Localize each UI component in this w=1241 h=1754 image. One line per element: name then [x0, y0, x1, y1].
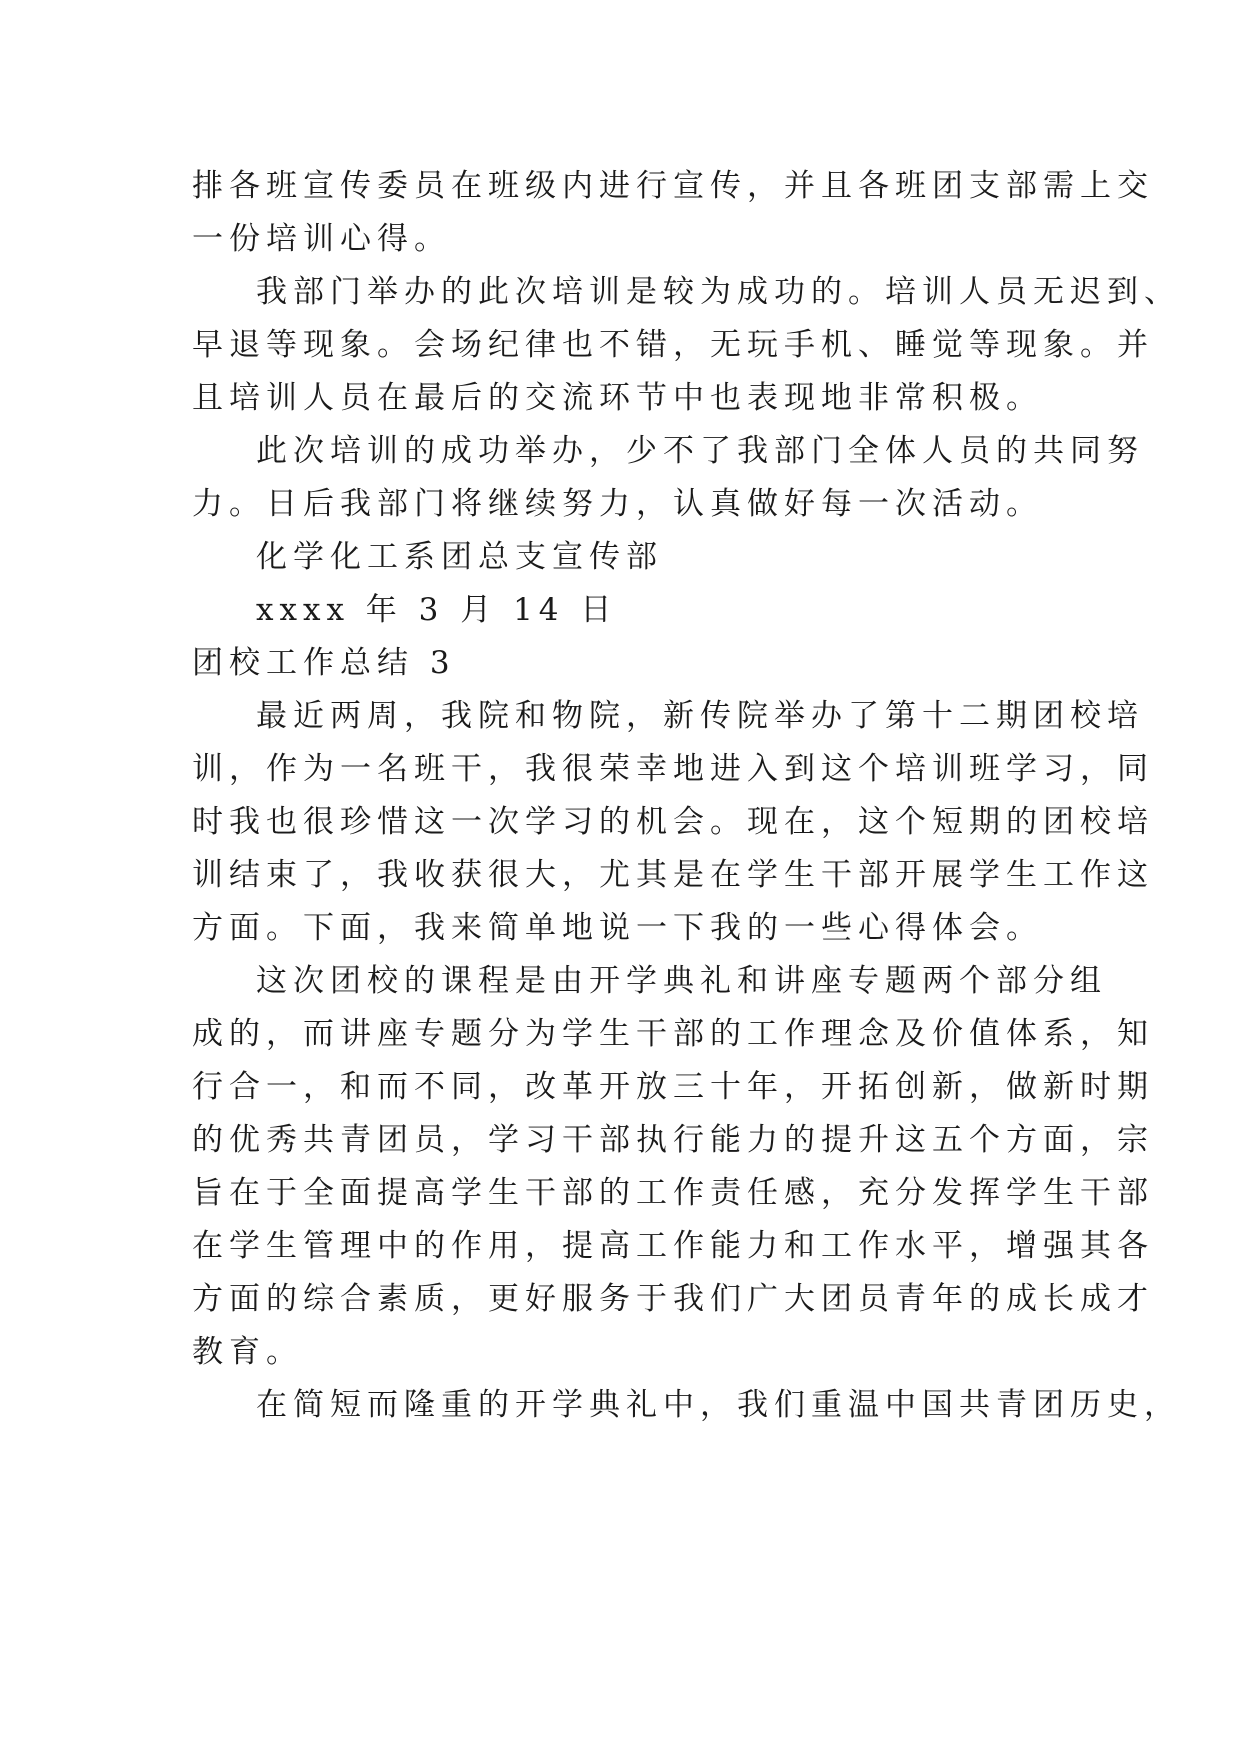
- text-line: 在学生管理中的作用，提高工作能力和工作水平，增强其各: [192, 1228, 1154, 1264]
- text-line: 且培训人员在最后的交流环节中也表现地非常积极。: [192, 380, 1043, 416]
- paragraph-start: 我部门举办的此次培训是较为成功的。培训人员无迟到、: [256, 274, 1181, 310]
- text-line: 训结束了，我收获很大，尤其是在学生干部开展学生工作这: [192, 857, 1154, 893]
- paragraph-start: 在简短而隆重的开学典礼中，我们重温中国共青团历史，: [256, 1387, 1181, 1423]
- text-line: 方面的综合素质，更好服务于我们广大团员青年的成长成才: [192, 1281, 1154, 1317]
- text-line: 旨在于全面提高学生干部的工作责任感，充分发挥学生干部: [192, 1175, 1154, 1211]
- signature-date: xxxx 年 3 月 14 日: [256, 592, 618, 628]
- text-line: 的优秀共青团员，学习干部执行能力的提升这五个方面，宗: [192, 1122, 1154, 1158]
- text-line: 成的，而讲座专题分为学生干部的工作理念及价值体系，知: [192, 1016, 1154, 1052]
- text-line: 行合一，和而不同，改革开放三十年，开拓创新，做新时期: [192, 1069, 1154, 1105]
- text-line: 训，作为一名班干，我很荣幸地进入到这个培训班学习，同: [192, 751, 1154, 787]
- text-line: 方面。下面，我来简单地说一下我的一些心得体会。: [192, 910, 1043, 946]
- paragraph-start: 最近两周，我院和物院，新传院举办了第十二期团校培: [256, 698, 1144, 734]
- text-line: 一份培训心得。: [192, 221, 451, 257]
- text-line: 排各班宣传委员在班级内进行宣传，并且各班团支部需上交: [192, 168, 1154, 204]
- text-line: 教育。: [192, 1334, 303, 1370]
- paragraph-start: 此次培训的成功举办，少不了我部门全体人员的共同努: [256, 433, 1144, 469]
- section-heading: 团校工作总结 3: [192, 645, 456, 681]
- paragraph-start: 这次团校的课程是由开学典礼和讲座专题两个部分组: [256, 963, 1107, 999]
- text-line: 早退等现象。会场纪律也不错，无玩手机、睡觉等现象。并: [192, 327, 1154, 363]
- signature-department: 化学化工系团总支宣传部: [256, 539, 663, 575]
- text-line: 力。日后我部门将继续努力，认真做好每一次活动。: [192, 486, 1043, 522]
- text-line: 时我也很珍惜这一次学习的机会。现在，这个短期的团校培: [192, 804, 1154, 840]
